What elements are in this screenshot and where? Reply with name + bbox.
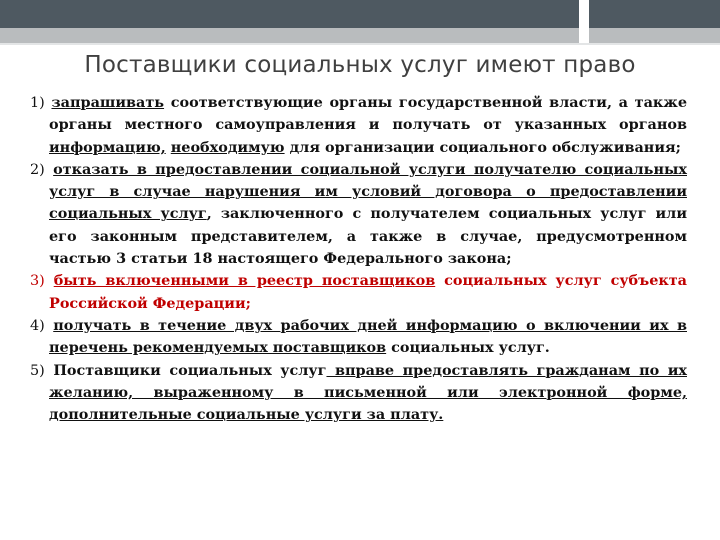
underlined-text: информацию, [49,138,166,156]
underlined-text: запрашивать [51,94,165,111]
list-item [30,92,687,159]
header-divider [0,43,720,45]
text-segment: для организации социального обслуживания; [284,138,681,156]
slide-title: Поставщики социальных услуг имеют право [84,52,636,78]
underlined-text: отказать в предоставлении социальной услуги получателю социальных услуг в случае нарушения им условий договора о предоставлении социальных услуг [49,160,687,223]
text-segment: соответствующие органы государственной власти, а также органы местного самоуправления и получать от указанных органов [49,94,687,134]
list-item [30,270,687,315]
list-item [30,159,687,270]
list-item-number: 3) [30,273,45,290]
text-segment: , заключенного с получателем социальных услуг или его законным представителем, а также в случае, предусмотренном частью 3 статьи 18 настоящего Федерального закона; [49,205,687,268]
text-segment: социальных услуг. [386,339,550,357]
header-gray-bar [0,28,720,43]
underlined-text: быть включенными в реестр поставщиков [53,272,436,290]
underlined-text: получать в течение двух рабочих дней информацию о включении их в перечень рекомендуемых поставщиков [49,316,687,357]
text-segment: Поставщики социальных услуг [53,361,327,379]
list-item [30,315,687,360]
text-segment: социальных услуг субъекта Российской Федерации; [49,272,687,312]
list-item-number: 5) [30,362,45,379]
slide-body [30,92,687,426]
header-accent-gap [579,0,589,43]
header-dark-bar [0,0,720,28]
list-item-number: 1) [30,95,45,111]
list-item-number: 2) [30,161,45,178]
list-item [30,360,687,427]
underlined-text: необходимую [170,138,285,156]
underlined-text: вправе предоставлять гражданам по их желанию, выраженному в письменной или электронной форме, дополнительные социальные услуги за плату. [49,361,687,424]
list-item-number: 4) [30,317,45,334]
